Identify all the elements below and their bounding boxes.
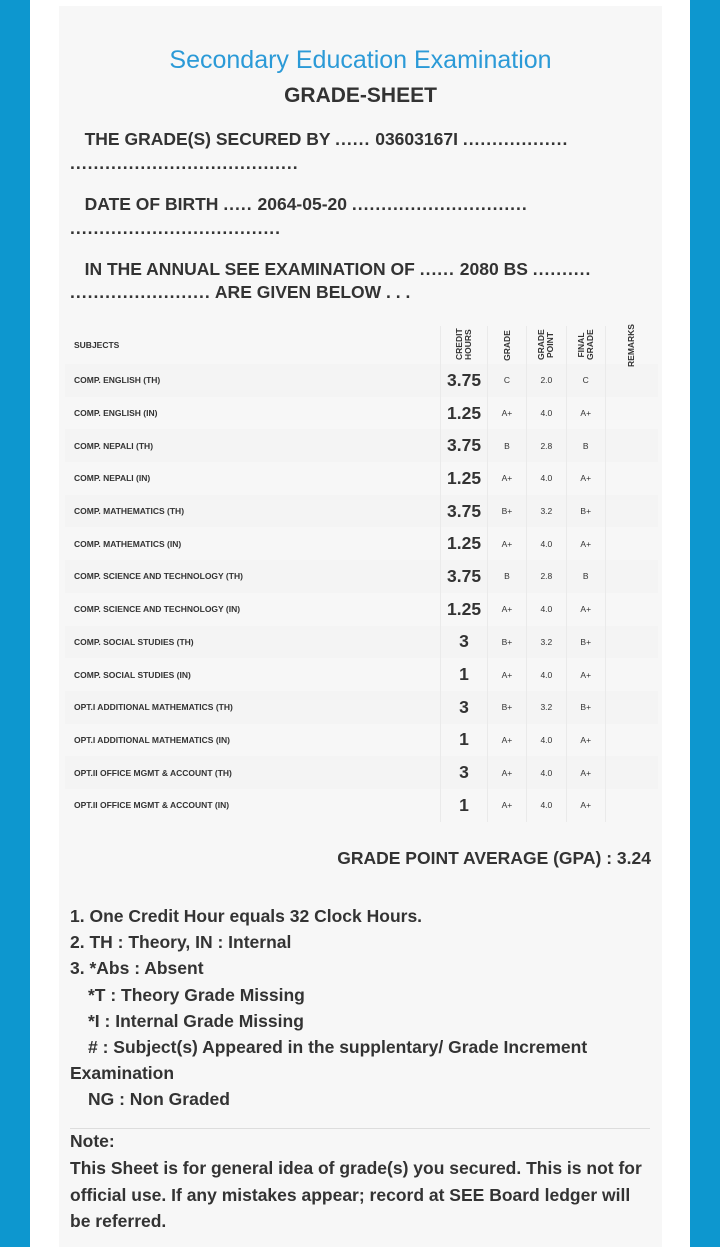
grade-sheet: [59, 6, 662, 1247]
remarks-cell: [605, 495, 658, 528]
note-item: NG : Non Graded: [88, 1089, 230, 1110]
exam-year: 2080 BS: [459, 259, 528, 279]
final-grade-cell: B: [566, 560, 605, 593]
credit-hours-cell: 1.25: [441, 593, 487, 626]
subject-cell: COMP. SOCIAL STUDIES (TH): [65, 626, 441, 659]
remarks-cell: [605, 789, 658, 822]
dob-line: DATE OF BIRTH ..... 2064-05-20 ..............................: [84, 194, 528, 214]
grade-cell: B+: [487, 691, 526, 724]
note-item: 2. TH : Theory, IN : Internal: [70, 932, 292, 953]
grade-point-cell: 2.8: [527, 429, 566, 462]
remarks-cell: [605, 756, 658, 789]
given-below-text: ARE GIVEN BELOW . . .: [214, 282, 411, 302]
final-grade-cell: A+: [566, 593, 605, 626]
sheet-subtitle: GRADE-SHEET: [284, 84, 437, 107]
grade-point-cell: 4.0: [527, 724, 566, 757]
grade-cell: A+: [487, 397, 526, 430]
dob-value: 2064-05-20: [257, 194, 348, 214]
grade-cell: B: [487, 429, 526, 462]
table-row: [65, 756, 658, 789]
subject-cell: OPT.I ADDITIONAL MATHEMATICS (IN): [65, 724, 441, 757]
final-grade-cell: A+: [566, 724, 605, 757]
grade-cell: A+: [487, 658, 526, 691]
subject-cell: COMP. MATHEMATICS (IN): [65, 527, 441, 560]
table-row: [65, 724, 658, 757]
note-item: 3. *Abs : Absent: [70, 958, 204, 979]
final-grade-cell: B+: [566, 691, 605, 724]
table-row: [65, 364, 658, 397]
subject-cell: COMP. ENGLISH (TH): [65, 364, 441, 397]
subject-cell: OPT.II OFFICE MGMT & ACCOUNT (IN): [65, 789, 441, 822]
final-grade-cell: A+: [566, 397, 605, 430]
table-row: [65, 527, 658, 560]
secured-by-label: THE GRADE(S) SECURED BY: [84, 129, 331, 149]
credit-hours-cell: 1: [441, 789, 487, 822]
grade-point-cell: 4.0: [527, 527, 566, 560]
table-row: [65, 691, 658, 724]
table-row: [65, 593, 658, 626]
exam-label: IN THE ANNUAL SEE EXAMINATION OF: [84, 259, 415, 279]
grade-point-cell: 4.0: [527, 593, 566, 626]
credit-hours-cell: 1: [441, 724, 487, 757]
final-grade-cell: B: [566, 429, 605, 462]
grade-cell: C: [487, 364, 526, 397]
dots-line: ....................................: [70, 218, 282, 238]
grade-point-cell: 2.8: [527, 560, 566, 593]
subject-cell: COMP. ENGLISH (IN): [65, 397, 441, 430]
remarks-header: REMARKS: [626, 324, 637, 367]
grade-point-cell: 3.2: [527, 626, 566, 659]
grade-cell: A+: [487, 593, 526, 626]
credit-hours-cell: 3.75: [441, 560, 487, 593]
remarks-cell: [605, 626, 658, 659]
subject-cell: OPT.I ADDITIONAL MATHEMATICS (TH): [65, 691, 441, 724]
grade-header: GRADE: [487, 326, 526, 364]
remarks-cell: [605, 527, 658, 560]
grade-point-cell: 4.0: [527, 756, 566, 789]
grade-point-cell: 4.0: [527, 658, 566, 691]
grade-cell: B+: [487, 626, 526, 659]
remarks-cell: [605, 462, 658, 495]
secured-by-line: THE GRADE(S) SECURED BY ...... 03603167I ..................: [84, 129, 569, 149]
final-grade-cell: A+: [566, 756, 605, 789]
gpa-summary: GRADE POINT AVERAGE (GPA) : 3.24: [337, 848, 651, 868]
subject-cell: COMP. MATHEMATICS (TH): [65, 495, 441, 528]
credit-hours-cell: 1: [441, 658, 487, 691]
final-grade-cell: C: [566, 364, 605, 397]
final-grade-cell: A+: [566, 789, 605, 822]
final-grade-cell: A+: [566, 462, 605, 495]
dob-label: DATE OF BIRTH: [84, 194, 219, 214]
credit-hours-cell: 3.75: [441, 364, 487, 397]
subjects-header: SUBJECTS: [65, 326, 441, 364]
final-grade-header: FINAL GRADE: [566, 326, 605, 364]
subject-cell: COMP. SCIENCE AND TECHNOLOGY (TH): [65, 560, 441, 593]
table-row: [65, 495, 658, 528]
grade-cell: A+: [487, 756, 526, 789]
subject-cell: COMP. NEPALI (TH): [65, 429, 441, 462]
table-row: [65, 560, 658, 593]
subject-cell: COMP. NEPALI (IN): [65, 462, 441, 495]
remarks-cell: [605, 691, 658, 724]
grade-point-cell: 3.2: [527, 691, 566, 724]
grade-cell: A+: [487, 462, 526, 495]
subject-cell: COMP. SCIENCE AND TECHNOLOGY (IN): [65, 593, 441, 626]
note-item: *I : Internal Grade Missing: [88, 1010, 304, 1031]
given-below-line: ........................ ARE GIVEN BELOW . . .: [70, 282, 411, 302]
table-row: [65, 789, 658, 822]
table-row: [65, 397, 658, 430]
credit-hours-cell: 3.75: [441, 429, 487, 462]
exam-title: Secondary Education Examination: [169, 46, 552, 74]
table-row: [65, 429, 658, 462]
grade-point-header: GRADE POINT: [527, 326, 566, 364]
final-grade-cell: A+: [566, 527, 605, 560]
credit-hours-header: CREDIT HOURS: [441, 326, 487, 364]
remarks-cell: [605, 658, 658, 691]
credit-hours-cell: 3: [441, 691, 487, 724]
table-row: [65, 626, 658, 659]
credit-hours-cell: 1.25: [441, 462, 487, 495]
note-text: This Sheet is for general idea of grade(s) you secured. This is not for official use. If any mistakes appear; record at SEE Board ledger will be referred.: [70, 1158, 642, 1231]
credit-hours-cell: 1.25: [441, 397, 487, 430]
exam-line: IN THE ANNUAL SEE EXAMINATION OF ...... 2080 BS ..........: [84, 259, 592, 279]
grade-point-cell: 4.0: [527, 789, 566, 822]
remarks-cell: [605, 429, 658, 462]
credit-hours-cell: 1.25: [441, 527, 487, 560]
grade-cell: A+: [487, 724, 526, 757]
subject-cell: COMP. SOCIAL STUDIES (IN): [65, 658, 441, 691]
credit-hours-cell: 3: [441, 756, 487, 789]
grades-table: [65, 326, 658, 822]
notes-list: [70, 903, 655, 1113]
table-row: [65, 462, 658, 495]
grade-point-cell: 4.0: [527, 462, 566, 495]
note-item: 1. One Credit Hour equals 32 Clock Hours.: [70, 906, 423, 926]
grade-cell: A+: [487, 527, 526, 560]
remarks-cell: [605, 560, 658, 593]
final-grade-cell: B+: [566, 495, 605, 528]
remarks-cell: [605, 397, 658, 430]
symbol-number: 03603167I: [375, 129, 458, 149]
grade-cell: B: [487, 560, 526, 593]
final-grade-cell: B+: [566, 626, 605, 659]
table-row: [65, 658, 658, 691]
note-heading: Note:: [70, 1131, 115, 1151]
divider: [70, 1128, 650, 1129]
dots-line: .......................................: [70, 153, 299, 173]
credit-hours-cell: 3: [441, 626, 487, 659]
subject-cell: OPT.II OFFICE MGMT & ACCOUNT (TH): [65, 756, 441, 789]
note-item: *T : Theory Grade Missing: [88, 984, 305, 1005]
remarks-cell: [605, 724, 658, 757]
remarks-cell: [605, 364, 658, 397]
final-grade-cell: A+: [566, 658, 605, 691]
note-item: Examination: [70, 1063, 175, 1084]
note-item: # : Subject(s) Appeared in the supplentary/ Grade Increment: [88, 1037, 588, 1058]
credit-hours-cell: 3.75: [441, 495, 487, 528]
grade-cell: B+: [487, 495, 526, 528]
grade-point-cell: 3.2: [527, 495, 566, 528]
grade-point-cell: 4.0: [527, 397, 566, 430]
remarks-cell: [605, 593, 658, 626]
grade-cell: A+: [487, 789, 526, 822]
grade-point-cell: 2.0: [527, 364, 566, 397]
